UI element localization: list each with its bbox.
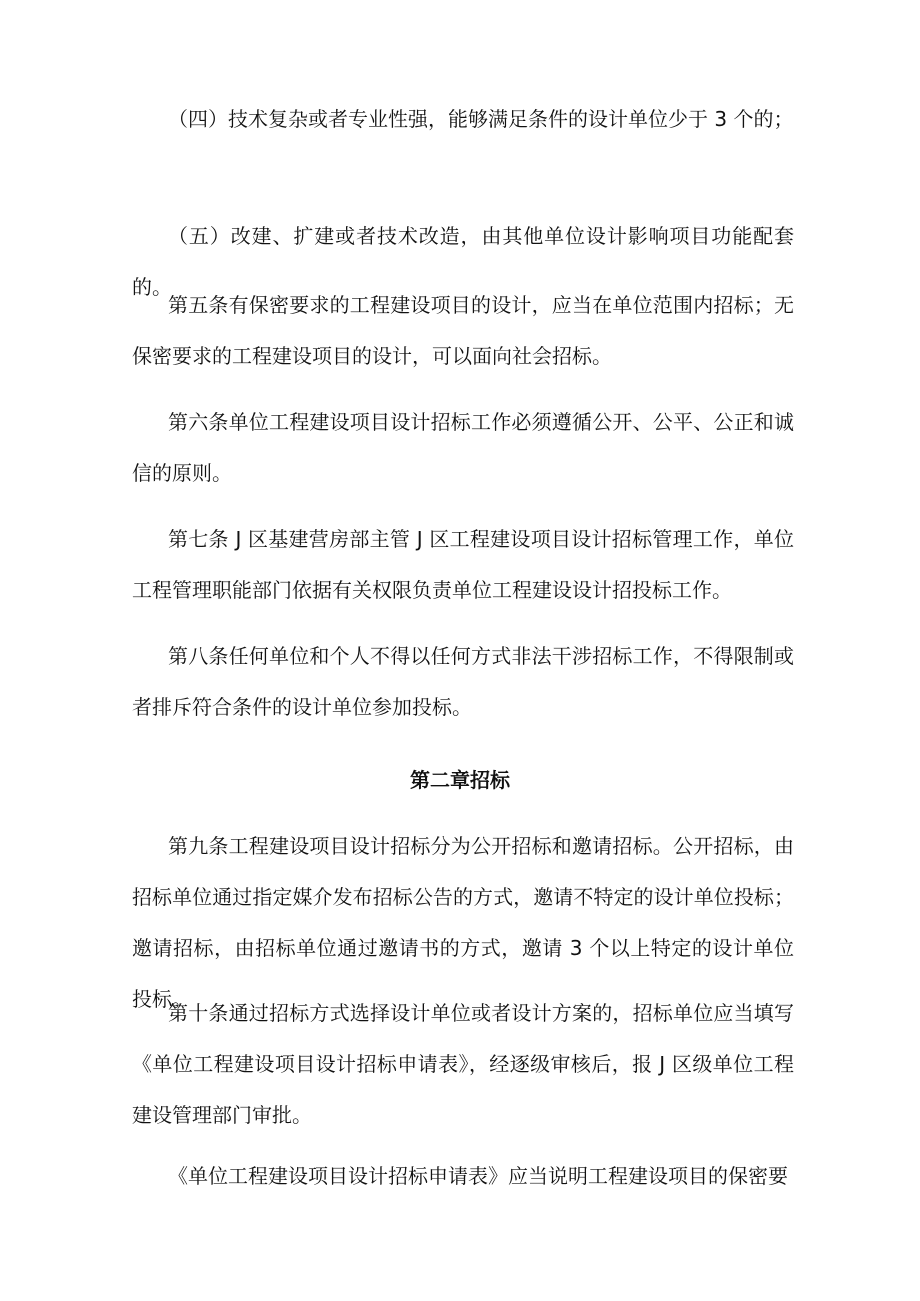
paragraph-article-7: 第七条 J 区基建营房部主管 J 区工程建设项目设计招标管理工作，单位工程管理职能部门依据有关权限负责单位工程建设设计招投标工作。 — [132, 527, 794, 602]
paragraph-article-10: 第十条通过招标方式选择设计单位或者设计方案的，招标单位应当填写《单位工程建设项目设计招标申请表》，经逐级审核后，报 J 区级单位工程建设管理部门审批。 — [132, 1001, 794, 1127]
paragraph-article-5: 第五条有保密要求的工程建设项目的设计，应当在单位范围内招标；无保密要求的工程建设项目的设计，可以面向社会招标。 — [132, 293, 794, 368]
paragraph-item-4: （四）技术复杂或者专业性强，能够满足条件的设计单位少于 3 个的； — [168, 107, 794, 131]
paragraph-item-5: （五）改建、扩建或者技术改造，由其他单位设计影响项目功能配套的。 — [132, 224, 794, 299]
paragraph-article-9: 第九条工程建设项目设计招标分为公开招标和邀请招标。公开招标，由招标单位通过指定媒介发布招标公告的方式，邀请不特定的设计单位投标；邀请招标，由招标单位通过邀请书的方式，邀请 3 个以上特定的设计单位投标。 — [132, 834, 794, 1011]
paragraph-application-form: 《单位工程建设项目设计招标申请表》应当说明工程建设项目的保密要 — [168, 1164, 788, 1188]
paragraph-article-6: 第六条单位工程建设项目设计招标工作必须遵循公开、公平、公正和诚信的原则。 — [132, 410, 794, 485]
paragraph-article-8: 第八条任何单位和个人不得以任何方式非法干涉招标工作，不得限制或者排斥符合条件的设计单位参加投标。 — [132, 644, 794, 719]
chapter-heading: 第二章招标 — [410, 768, 510, 792]
